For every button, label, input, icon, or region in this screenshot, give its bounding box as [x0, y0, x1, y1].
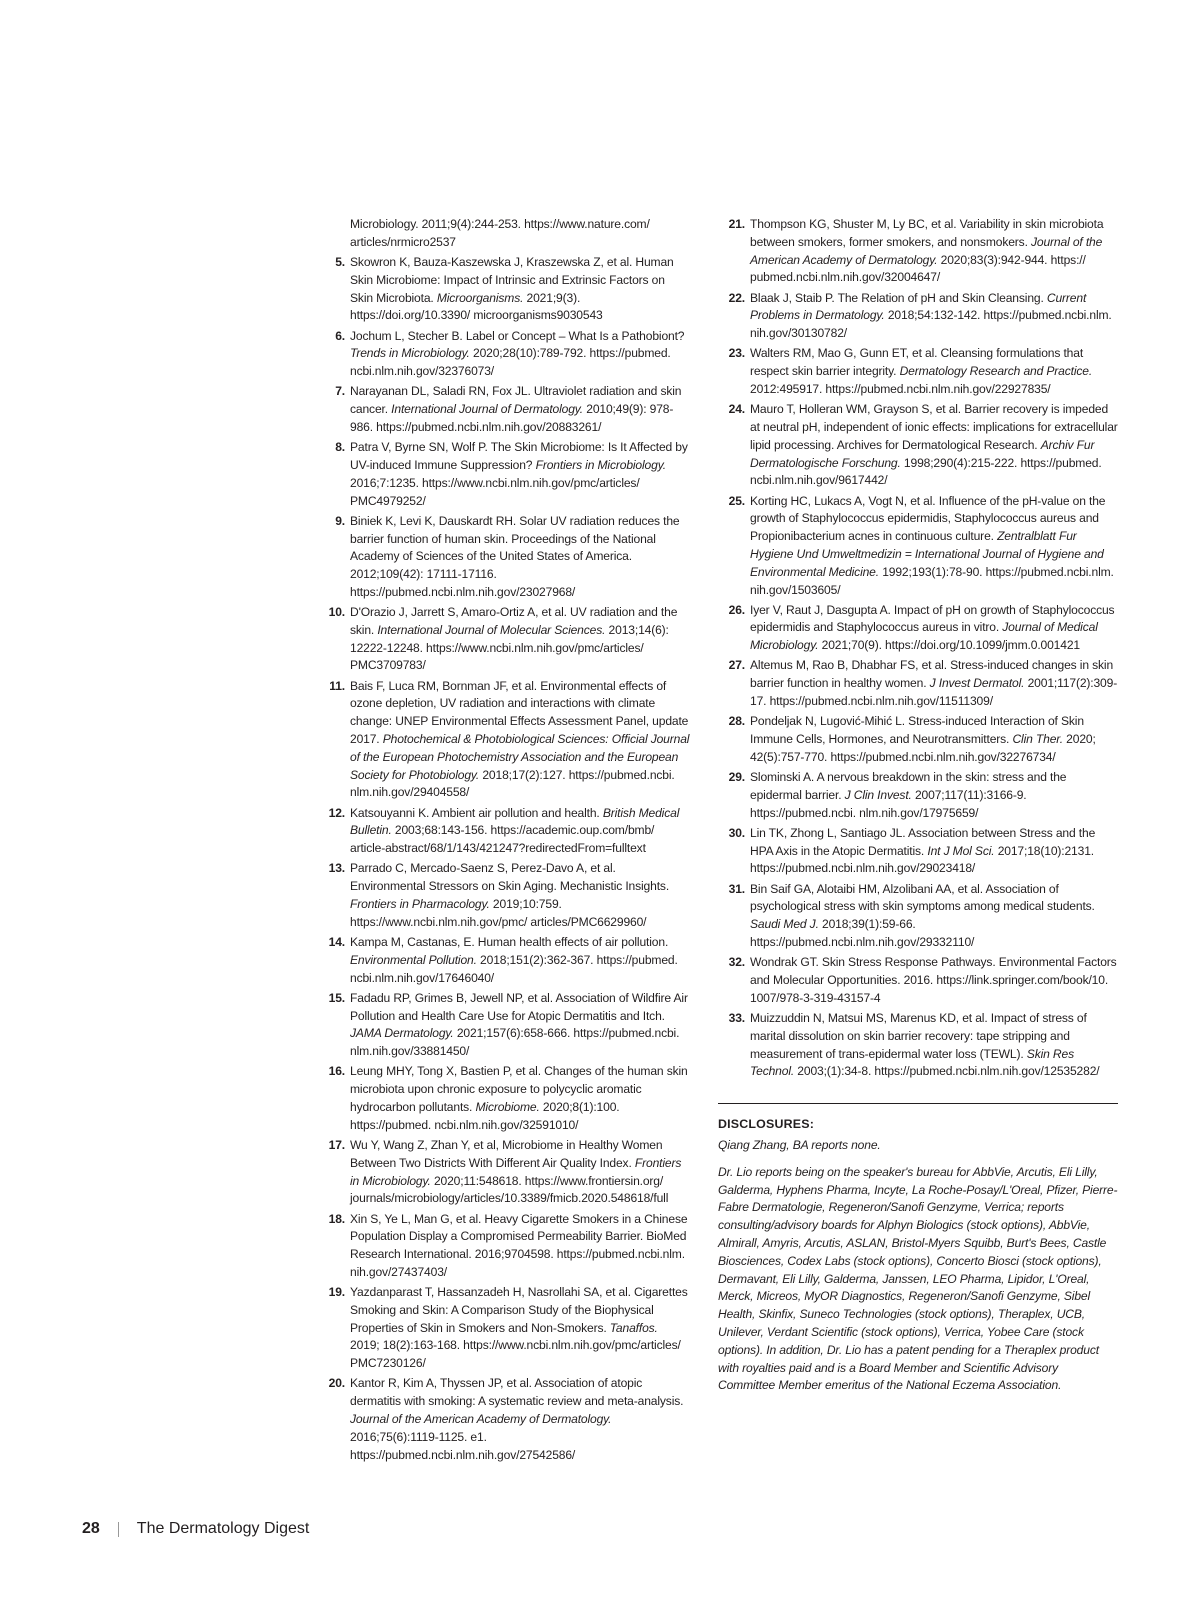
references-left-column [318, 216, 690, 1467]
reference-text [350, 934, 690, 987]
disclosures-title: DISCLOSURES: [718, 1117, 815, 1132]
reference-number: 14. [328, 934, 345, 949]
reference-authors-title: Bin Saif GA, Alotaibi HM, Alzolibani AA, et al. Association of psychological stress with skin symptoms among medical students. [750, 881, 1095, 914]
reference-item [318, 805, 690, 858]
reference-number: 22. [728, 290, 745, 305]
reference-authors-title: Iyer V, Raut J, Dasgupta A. Impact of pH on growth of Staphylococcus epidermidis and Staphylococcus aureus in vitro. [750, 602, 1115, 635]
reference-journal: Clin Ther. [1012, 732, 1063, 747]
reference-text [350, 1137, 690, 1208]
reference-item [318, 383, 690, 436]
reference-number: 16. [328, 1064, 345, 1079]
reference-item [718, 881, 1118, 952]
reference-text [750, 713, 1118, 766]
reference-journal: Microorganisms. [436, 290, 524, 305]
reference-citation: 2013;14(6): 12222-12248. https://www.ncbi.nlm.nih.gov/pmc/articles/ PMC3709783/ [350, 622, 669, 673]
reference-citation: 1992;193(1):78-90. https://pubmed.ncbi.nlm. nih.gov/1503605/ [750, 564, 1114, 597]
reference-citation: 2012:495917. https://pubmed.ncbi.nlm.nih.gov/22927835/ [750, 381, 1051, 396]
reference-citation: 2007;117(11):3166-9. https://pubmed.ncbi. nlm.nih.gov/17975659/ [750, 787, 1027, 820]
reference-number: 10. [328, 605, 345, 620]
reference-text [350, 604, 690, 675]
reference-citation: 2017;18(10):2131. https://pubmed.ncbi.nlm.nih.gov/29023418/ [750, 843, 1094, 876]
reference-journal: Frontiers in Pharmacology. [350, 897, 490, 911]
reference-journal: Trends in Microbiology. [350, 346, 470, 361]
reference-number: 11. [329, 678, 345, 693]
reference-item [718, 954, 1118, 1007]
reference-citation: 1998;290(4):215-222. https://pubmed. ncbi.nlm.nih.gov/9617442/ [750, 455, 1102, 488]
reference-authors-title: Xin S, Ye L, Man G, et al. Heavy Cigarette Smokers in a Chinese Population Display a Compromised Permeability Barrier. BioMed Research International. 2016;9704598. https://pubmed.ncbi.nlm. nih.gov/27437403/ [350, 1211, 688, 1279]
reference-item [718, 769, 1118, 822]
reference-text [350, 1063, 690, 1134]
reference-item [718, 493, 1118, 600]
reference-item [718, 713, 1118, 766]
reference-text [750, 881, 1118, 952]
reference-number: 9. [335, 513, 345, 528]
reference-number: 32. [728, 955, 745, 970]
reference-number: 26. [728, 602, 745, 617]
reference-text [350, 1375, 690, 1464]
reference-number: 12. [328, 805, 345, 820]
reference-text [750, 657, 1118, 710]
reference-item [718, 1010, 1118, 1081]
reference-citation: 2003;(1):34-8. https://pubmed.ncbi.nlm.nih.gov/12535282/ [794, 1064, 1100, 1079]
reference-text [750, 769, 1118, 822]
reference-text [350, 860, 690, 931]
reference-number: 29. [728, 770, 745, 785]
reference-item [718, 657, 1118, 710]
reference-item [318, 990, 690, 1061]
reference-authors-title: Patra V, Byrne SN, Wolf P. The Skin Microbiome: Is It Affected by UV-induced Immune Suppression? [350, 440, 688, 472]
reference-authors-title: Skowron K, Bauza-Kaszewska J, Kraszewska Z, et al. Human Skin Microbiome: Impact of Intrinsic and Extrinsic Factors on Skin Microbiota. [350, 254, 674, 305]
reference-text [350, 383, 690, 436]
reference-number: 30. [728, 825, 745, 840]
reference-authors-title: Thompson KG, Shuster M, Ly BC, et al. Variability in skin microbiota between smokers, former smokers, and nonsmokers. [750, 217, 1104, 249]
reference-text [350, 1211, 690, 1282]
reference-journal: Journal of the American Academy of Dermatology. [350, 1412, 612, 1427]
reference-number: 20. [328, 1376, 345, 1391]
reference-journal: British Medical Bulletin. [350, 805, 680, 838]
reference-authors-title: Wu Y, Wang Z, Zhan Y, et al, Microbiome in Healthy Women Between Two Districts With Different Air Quality Index. [350, 1137, 663, 1170]
reference-journal: Saudi Med J. [750, 917, 819, 932]
reference-item [318, 1137, 690, 1208]
reference-number: 7. [335, 384, 345, 399]
disclosures-section [718, 1116, 1118, 1395]
reference-item [318, 1375, 690, 1464]
reference-authors-title: Altemus M, Rao B, Dhabhar FS, et al. Stress-induced changes in skin barrier function in healthy women. [750, 658, 1114, 691]
references-right-column [718, 216, 1118, 1404]
reference-number: 28. [728, 714, 745, 729]
reference-text [750, 825, 1118, 878]
reference-item [318, 254, 690, 325]
reference-item [718, 401, 1118, 490]
reference-authors-title: Yazdanparast T, Hassanzadeh H, Nasrollahi SA, et al. Cigarettes Smoking and Skin: A Comparison Study of the Biophysical Properties of Skin in Smokers and Non-Smokers. [350, 1285, 688, 1335]
reference-citation: 2018;151(2):362-367. https://pubmed. ncbi.nlm.nih.gov/17646040/ [350, 952, 678, 985]
reference-authors-title: Blaak J, Staib P. The Relation of pH and Skin Cleansing. [750, 290, 1047, 305]
reference-text [350, 254, 690, 325]
reference-authors-title: Lin TK, Zhong L, Santiago JL. Association between Stress and the HPA Axis in the Atopic Dermatitis. [750, 825, 1096, 858]
reference-citation: 2020;11:548618. https://www.frontiersin.org/ journals/microbiology/articles/10.3389/fmicb.2020.548618/full [350, 1173, 669, 1206]
reference-authors-title: Katsouyanni K. Ambient air pollution and health. [350, 805, 603, 820]
reference-authors-title: Wondrak GT. Skin Stress Response Pathways. Environmental Factors and Molecular Opportunities. 2016. https://link.springer.com/book/10. 1007/978-3-319-43157-4 [750, 955, 1117, 1005]
reference-citation: 2016;7:1235. https://www.ncbi.nlm.nih.gov/pmc/articles/ PMC4979252/ [350, 475, 640, 508]
reference-journal: Archiv Fur Dermatologische Forschung. [750, 437, 1095, 470]
reference-number: 6. [335, 328, 345, 343]
reference-journal: J Invest Dermatol. [929, 676, 1025, 691]
reference-text [750, 216, 1118, 287]
reference-authors-title: Pondeljak N, Lugović-Mihić L. Stress-induced Interaction of Skin Immune Cells, Hormones, and Neurotransmitters. [750, 714, 1084, 747]
reference-journal: Current Problems in Dermatology. [750, 290, 1087, 323]
disclosure-lio: Dr. Lio reports being on the speaker's bureau for AbbVie, Arcutis, Eli Lilly, Galderma, Hyphens Pharma, Incyte, La Roche-Posay/L'Oreal, Pfizer, Pierre-Fabre Dermatologie, Regeneron/Sanofi Genzyme, Verrica; reports consulting/advisory boards for Alphyn Biologics (stock options), AbbVie, Almirall, Amyris, Arcutis, ASLAN, Bristol-Myers Squibb, Burt's Bees, Castle Biosciences, Codex Labs (stock options), Concerto Biosci (stock options), Dermavant, Eli Lilly, Galderma, Janssen, LEO Pharma, Lipidor, L'Oreal, Merck, Micreos, MyOR Diagnostics, Regeneron/Sanofi Genzyme, Sibel Health, Skinfix, Suneco Technologies (stock options), Theraplex, UCB, Unilever, Verdant Scientific (stock options), Verrica, Yobee Care (stock options). In addition, Dr. Lio has a patent pending for a Theraplex product with royalties paid and is a Board Member and Scientific Advisory Committee Member emeritus of the National Eczema Association. [718, 1164, 1118, 1393]
reference-text [350, 439, 690, 510]
reference-text [350, 1284, 690, 1373]
reference-text [350, 328, 690, 381]
reference-journal: Journal of Medical Microbiology. [750, 620, 1098, 653]
reference-journal: Journal of the American Academy of Dermatology. [750, 234, 1103, 267]
reference-item [318, 1284, 690, 1373]
reference-authors-title: Biniek K, Levi K, Dauskardt RH. Solar UV radiation reduces the barrier function of human skin. Proceedings of the National Academy of Sciences of the United States of America. 2012;109(42): 17111-17116. https://pubmed.ncbi.nlm.nih.gov/23027968/ [350, 513, 680, 599]
reference-text [350, 513, 690, 602]
footer-separator [118, 1522, 119, 1537]
reference-number: 25. [728, 493, 745, 508]
reference-authors-title: Narayanan DL, Saladi RN, Fox JL. Ultraviolet radiation and skin cancer. [350, 384, 682, 417]
publication-name: The Dermatology Digest [136, 1520, 310, 1537]
reference-citation: 2019; 18(2):163-168. https://www.ncbi.nlm.nih.gov/pmc/articles/ PMC7230126/ [350, 1338, 681, 1371]
reference-authors-title: Leung MHY, Tong X, Bastien P, et al. Changes of the human skin microbiota upon chronic exposure to polycyclic aromatic hydrocarbon pollutants. [350, 1064, 688, 1114]
reference-journal: Zentralblatt Fur Hygiene Und Umweltmedizin = International Journal of Hygiene and Environmental Medicine. [750, 529, 1104, 579]
reference-citation: 2020;28(10):789-792. https://pubmed. ncbi.nlm.nih.gov/32376073/ [350, 346, 671, 379]
reference-number: 13. [328, 861, 345, 876]
reference-journal: Frontiers in Microbiology. [535, 457, 666, 472]
reference-item [718, 345, 1118, 398]
reference-authors-title: Slominski A. A nervous breakdown in the skin: stress and the epidermal barrier. [750, 770, 1067, 802]
reference-citation: 2018;17(2):127. https://pubmed.ncbi. nlm.nih.gov/29404558/ [350, 767, 675, 800]
disclosure-zhang: Qiang Zhang, BA reports none. [718, 1137, 881, 1152]
reference-authors-title: Kantor R, Kim A, Thyssen JP, et al. Association of atopic dermatitis with smoking: A systematic review and meta-analysis. [350, 1376, 684, 1409]
reference-authors-title: Fadadu RP, Grimes B, Jewell NP, et al. Association of Wildfire Air Pollution and Health Care Use for Atopic Dermatitis and Itch. [350, 990, 688, 1023]
reference-journal: Photochemical & Photobiological Sciences: Official Journal of the European Photochemistry Association and the European Society for Photobiology. [350, 732, 690, 782]
reference-number: 23. [728, 346, 745, 361]
reference-item [318, 1211, 690, 1282]
reference-journal: International Journal of Molecular Sciences. [377, 622, 606, 637]
reference-text [350, 216, 690, 252]
reference-item [318, 513, 690, 602]
reference-number: 15. [328, 990, 345, 1005]
reference-authors-title: Walters RM, Mao G, Gunn ET, et al. Cleansing formulations that respect skin barrier integrity. [750, 346, 1084, 379]
reference-journal: Frontiers in Microbiology. [350, 1155, 682, 1188]
reference-citation: 2021;157(6):658-666. https://pubmed.ncbi. nlm.nih.gov/33881450/ [350, 1026, 680, 1059]
section-divider [718, 1103, 1118, 1104]
reference-item [718, 216, 1118, 287]
reference-citation: 2020;83(3):942-944. https:// pubmed.ncbi.nlm.nih.gov/32004647/ [750, 252, 1086, 285]
reference-journal: Environmental Pollution. [350, 952, 477, 967]
reference-journal: Microbiome. [475, 1099, 540, 1114]
reference-text [350, 990, 690, 1061]
reference-text [350, 678, 690, 803]
reference-citation: 2018;54:132-142. https://pubmed.ncbi.nlm. nih.gov/30130782/ [750, 308, 1112, 341]
reference-citation: 2020; 42(5):757-770. https://pubmed.ncbi.nlm.nih.gov/32276734/ [750, 732, 1096, 764]
reference-text [350, 805, 690, 858]
reference-citation: 2003;68:143-156. https://academic.oup.com/bmb/ article-abstract/68/1/143/421247?redirectedFrom=fulltext [350, 823, 655, 856]
reference-item [718, 825, 1118, 878]
reference-citation: 2018;39(1):59-66. https://pubmed.ncbi.nlm.nih.gov/29332110/ [750, 917, 975, 949]
reference-journal: International Journal of Dermatology. [391, 402, 584, 417]
reference-citation: 2016;75(6):1119-1125. e1. https://pubmed.ncbi.nlm.nih.gov/27542586/ [350, 1429, 576, 1462]
reference-item [718, 602, 1118, 655]
reference-number: 27. [728, 658, 745, 673]
reference-number: 17. [328, 1137, 345, 1152]
reference-journal: Int J Mol Sci. [927, 843, 995, 858]
reference-number: 19. [328, 1285, 345, 1300]
reference-citation: 2021;70(9). https://doi.org/10.1099/jmm.0.001421 [818, 638, 1080, 653]
page-number: 28 [82, 1520, 100, 1537]
reference-text [750, 1010, 1118, 1081]
reference-text [750, 602, 1118, 655]
reference-authors-title: Mauro T, Holleran WM, Grayson S, et al. Barrier recovery is impeded at neutral pH, independent of ionic effects: implications for extracellular lipid processing. Archives for Dermatological Research. [750, 402, 1118, 452]
reference-item [318, 604, 690, 675]
reference-number: 33. [728, 1010, 745, 1025]
reference-number: 5. [335, 254, 345, 269]
reference-text [750, 954, 1118, 1007]
reference-journal: Tanaffos. [609, 1320, 658, 1335]
reference-item [318, 1063, 690, 1134]
reference-journal: JAMA Dermatology. [350, 1026, 454, 1041]
reference-authors-title: Microbiology. 2011;9(4):244-253. https://www.nature.com/ articles/nrmicro2537 [350, 217, 650, 249]
reference-citation: 2010;49(9): 978-986. https://pubmed.ncbi.nlm.nih.gov/20883261/ [350, 402, 674, 434]
reference-text [750, 493, 1118, 600]
reference-text [750, 401, 1118, 490]
reference-item [318, 934, 690, 987]
reference-authors-title: Bais F, Luca RM, Bornman JF, et al. Environmental effects of ozone depletion, UV radiation and interactions with climate change: UNEP Environmental Effects Assessment Panel, update 2017. [350, 678, 689, 747]
reference-authors-title: Kampa M, Castanas, E. Human health effects of air pollution. [350, 934, 669, 949]
reference-journal: Dermatology Research and Practice. [899, 364, 1093, 379]
reference-item [318, 328, 690, 381]
reference-citation: 2020;8(1):100. https://pubmed. ncbi.nlm.nih.gov/32591010/ [350, 1099, 620, 1132]
references-right-list [718, 216, 1118, 1081]
reference-number: 8. [335, 440, 345, 455]
reference-number: 18. [328, 1211, 345, 1226]
reference-item [318, 439, 690, 510]
reference-item [318, 860, 690, 931]
reference-text [750, 345, 1118, 398]
reference-text [750, 290, 1118, 343]
page-footer [82, 1520, 309, 1538]
reference-number: 31. [728, 881, 745, 896]
reference-item [718, 290, 1118, 343]
reference-journal: J Clin Invest. [844, 787, 912, 802]
reference-authors-title: Korting HC, Lukacs A, Vogt N, et al. Influence of the pH-value on the growth of Staphylococcus epidermidis, Staphylococcus aureus and Propionibacterium acnes in continuous culture. [750, 493, 1106, 544]
reference-number: 21. [728, 217, 745, 231]
reference-authors-title: Parrado C, Mercado-Saenz S, Perez-Davo A, et al. Environmental Stressors on Skin Aging. Mechanistic Insights. [350, 861, 670, 894]
reference-number: 24. [728, 402, 745, 417]
reference-citation: 2001;117(2):309-17. https://pubmed.ncbi.nlm.nih.gov/11511309/ [750, 676, 1118, 709]
reference-citation: 2019;10:759. https://www.ncbi.nlm.nih.gov/pmc/ articles/PMC6629960/ [350, 897, 647, 929]
reference-item [318, 216, 690, 252]
reference-authors-title: D'Orazio J, Jarrett S, Amaro-Ortiz A, et al. UV radiation and the skin. [350, 605, 678, 637]
reference-item [318, 678, 690, 803]
reference-authors-title: Jochum L, Stecher B. Label or Concept – What Is a Pathobiont? [350, 328, 685, 343]
reference-citation: 2021;9(3). https://doi.org/10.3390/ microorganisms9030543 [350, 290, 603, 323]
reference-journal: Skin Res Technol. [750, 1046, 1074, 1079]
reference-authors-title: Muizzuddin N, Matsui MS, Marenus KD, et al. Impact of stress of marital dissolution on skin barrier recovery: tape stripping and measurement of trans-epidermal water loss (TEWL). [750, 1010, 1087, 1061]
